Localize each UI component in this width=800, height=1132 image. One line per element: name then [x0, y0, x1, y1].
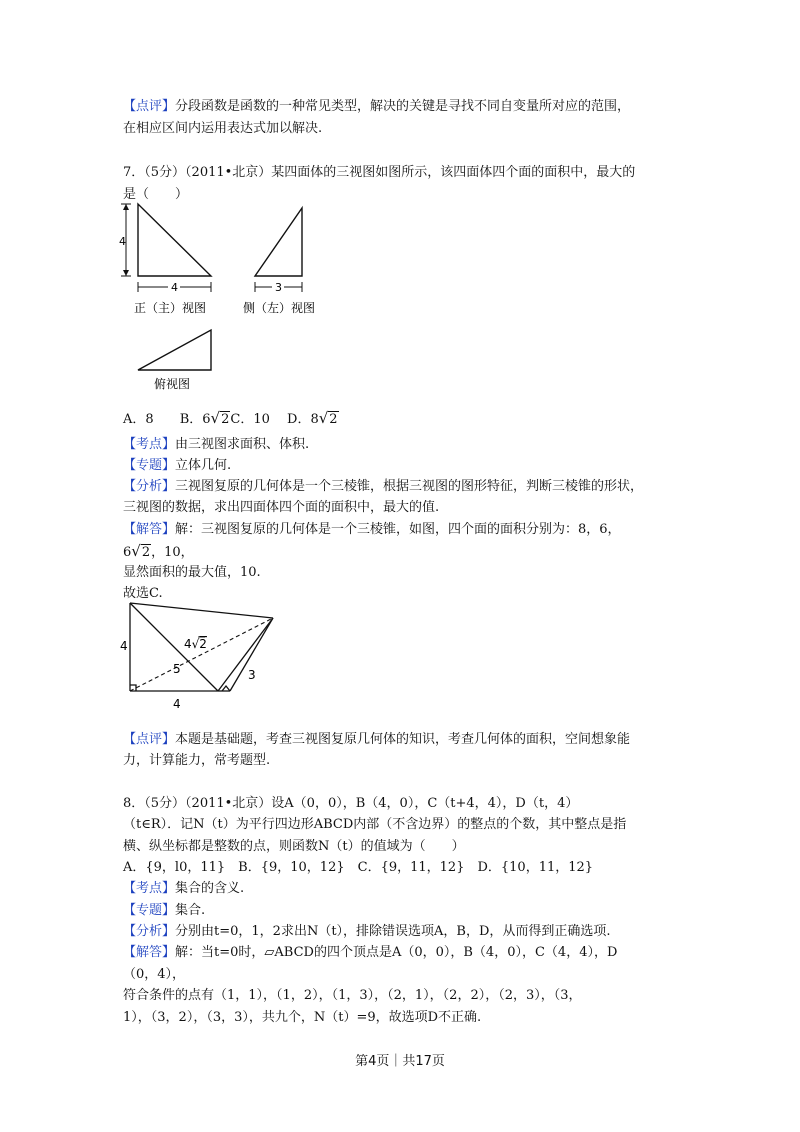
- q7-jieda-line4: 故选C.: [123, 586, 163, 601]
- option-c: C．10: [230, 412, 270, 427]
- front-view: [119, 204, 211, 315]
- q6-review-line1: 【点评】分段函数是函数的一种常见类型，解决的关键是寻找不同自变量所对应的范围，: [123, 99, 631, 114]
- q8-stem-line2: （t∈R）．记N（t）为平行四边形ABCD内部（不含边界）的整点的个数，其中整点是指: [123, 817, 627, 832]
- pyramid-figure: [118, 598, 288, 713]
- option-b: B．6√2: [179, 409, 230, 427]
- q7-jieda-line1: 【解答】解：三视图复原的几何体是一个三棱锥，如图，四个面的面积分别为：8，6，: [123, 522, 621, 537]
- option-d: D．8√2: [287, 409, 338, 427]
- q7-options: [123, 409, 339, 429]
- q7-fenxi-line1: 【分析】三视图复原的几何体是一个三棱锥，根据三视图的图形特征，判断三棱锥的形状，: [123, 479, 644, 494]
- front-width-label: 4: [171, 281, 178, 294]
- side-view-caption: 侧（左）视图: [243, 301, 316, 315]
- side-width-label: 3: [275, 281, 282, 294]
- pyramid-five-label: 5: [173, 662, 181, 676]
- q6-review-line2: 在相应区间内运用表达式加以解决.: [123, 121, 323, 136]
- review-tag: 【点评】: [123, 99, 176, 114]
- option-a: A．8: [123, 412, 154, 427]
- side-view: [243, 208, 315, 315]
- front-view-caption: 正（主）视图: [134, 301, 207, 315]
- q8-jieda-line1: 【解答】解：当t=0时，▱ABCD的四个顶点是A（0，0），B（4，0），C（4，4），D: [123, 945, 618, 960]
- q7-dianping-line2: 力，计算能力，常考题型.: [123, 753, 271, 768]
- q7-jieda-line3: 显然面积的最大值，10.: [123, 565, 261, 580]
- front-height-label: 4: [119, 235, 126, 248]
- pyramid-edge-label: 4√2: [184, 637, 207, 651]
- q8-jieda-line4: 1），（3，2），（3，3），共九个，N（t）=9，故选项D不正确.: [123, 1010, 482, 1025]
- q8-stem-line1: 8．（5分）（2011•北京）设A（0，0），B（4，0），C（t+4，4），D（t，4）: [123, 796, 579, 811]
- q8-stem-line3: 横、纵坐标都是整数的点，则函数N（t）的值域为（ ）: [123, 839, 465, 854]
- q7-kaodian: 【考点】由三视图求面积、体积.: [123, 437, 310, 452]
- top-view: [138, 330, 211, 391]
- q8-zhuanti: 【专题】集合.: [123, 903, 206, 918]
- q8-kaodian: 【考点】集合的含义.: [123, 881, 245, 896]
- q7-stem-line2: 是（ ）: [123, 187, 189, 202]
- q7-jieda-line2: 6√2，10，: [123, 542, 194, 560]
- q8-fenxi: 【分析】分别由t=0，1，2求出N（t），排除错误选项A，B，D，从而得到正确选项.: [123, 924, 611, 939]
- q7-zhuanti: 【专题】立体几何.: [123, 458, 232, 473]
- page-footer: 第4页｜共17页: [355, 1054, 445, 1069]
- three-views-figure: [118, 200, 338, 395]
- q7-fenxi-line2: 三视图的数据，求出四面体四个面的面积中，最大的值.: [123, 500, 440, 515]
- q7-stem-line1: 7．（5分）（2011•北京）某四面体的三视图如图所示，该四面体四个面的面积中，最大的: [123, 165, 636, 180]
- pyramid-height-label: 4: [120, 639, 128, 653]
- q8-options: A．{9，l0，11} B．{9，10，12} C．{9，11，12} D．{10，11，12}: [123, 860, 594, 875]
- q7-dianping-line1: 【点评】本题是基础题，考查三视图复原几何体的知识，考查几何体的面积，空间想象能: [123, 732, 631, 747]
- pyramid-base-label: 4: [173, 697, 181, 711]
- pyramid-three-label: 3: [248, 668, 256, 682]
- q8-jieda-line2: （0，4），: [123, 967, 186, 982]
- top-view-caption: 俯视图: [154, 377, 191, 391]
- q8-jieda-line3: 符合条件的点有（1，1），（1，2），（1，3），（2，1），（2，2），（2，3），（3，: [123, 988, 582, 1003]
